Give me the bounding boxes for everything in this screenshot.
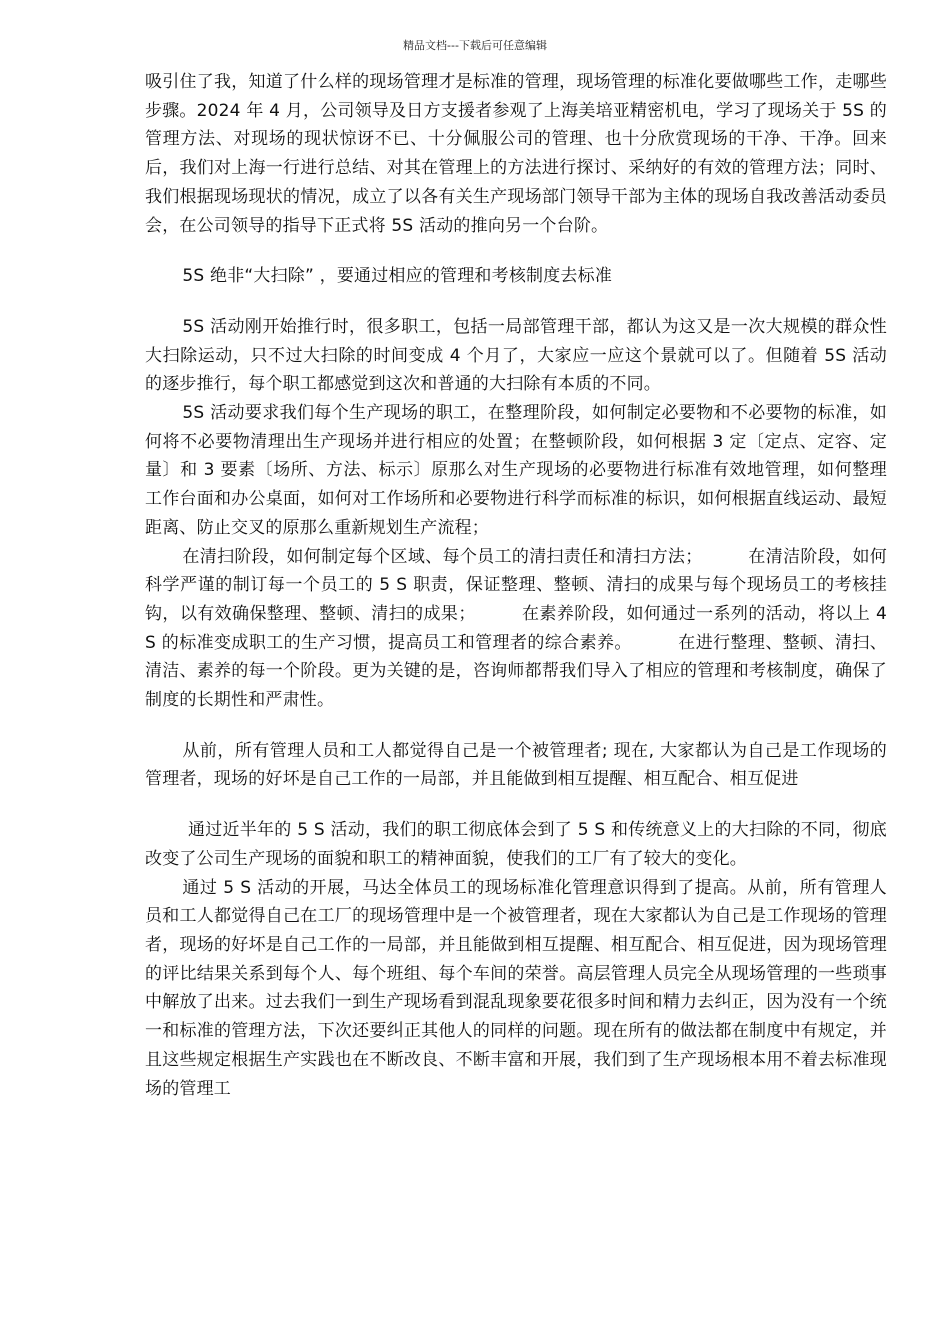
paragraph-5s-requirements: 5S 活动要求我们每个生产现场的职工，在整理阶段，如何制定必要物和不必要物的标准，如何将不必要物清理出生产现场并进行相应的处置；在整顿阶段，如何根据 3 定〔定点、定容、定量〕和 3 要素〔场所、方法、标示〕原那么对生产现场的必要物进行标准有效地管理，如何整理工作台面和办公桌面，如何对工作场所和必要物进行科学而标准的标识，如何根据直线运动、最短距离、防止交叉的原那么重新规划生产流程； [145,403,887,538]
document-body [145,68,893,1103]
section-heading: 5S 绝非“大扫除” ，要通过相应的管理和考核制度去标准 [182,266,613,287]
paragraph-intro: 吸引住了我，知道了什么样的现场管理才是标准的管理，现场管理的标准化要做哪些工作，走哪些步骤。2024 年 4 月，公司领导及日方支援者参观了上海美培亚精密机电，学习了现场关于 5S 的管理方法、对现场的现状惊讶不已、十分佩服公司的管理、也十分欣赏现场的干净、干净。回来后，我们对上海一行进行总结、对其在管理上的方法进行探讨、采纳好的有效的管理方法；同时、我们根据现场现状的情况，成立了以各有关生产现场部门领导干部为主体的现场自我改善活动委员会，在公司领导的指导下正式将 5S 活动的推向另一个台阶。 [145,72,887,236]
paragraph-half-year: 通过近半年的 5 S 活动，我们的职工彻底体会到了 5 S 和传统意义上的大扫除的不同，彻底改变了公司生产现场的面貌和职工的精神面貌，使我们的工厂有了较大的变化。 [145,820,887,869]
paragraph-before-after: 从前，所有管理人员和工人都觉得自己是一个被管理者; 现在, 大家都认为自己是工作现场的管理者，现场的好坏是自己工作的一局部，并且能做到相互提醒、相互配合、相互促进 [145,740,887,790]
paragraph-results: 通过 5 S 活动的开展，马达全体员工的现场标准化管理意识得到了提高。从前，所有管理人员和工人都觉得自己在工厂的现场管理中是一个被管理者，现在大家都认为自己是工作现场的管理者，现场的好坏是自己工作的一局部，并且能做到相互提醒、相互配合、相互促进，因为现场管理的评比结果关系到每个人、每个班组、每个车间的荣誉。高层管理人员完全从现场管理的一些琐事中解放了出来。过去我们一到生产现场看到混乱现象要花很多时间和精力去纠正，因为没有一个统一和标准的管理方法，下次还要纠正其他人的同样的问题。现在所有的做法都在制度中有规定，并且这些规定根据生产实践也在不断改良、不断丰富和开展，我们到了生产现场根本用不着去标准现场的管理工 [145,877,887,1099]
paragraph-5s-start: 5S 活动刚开始推行时，很多职工，包括一局部管理干部，都认为这又是一次大规模的群众性大扫除运动，只不过大扫除的时间变成 4 个月了，大家应一应这个景就可以了。但随着 5S 活动的逐步推行，每个职工都感觉到这次和普通的大扫除有本质的不同。 [145,316,887,395]
page-header: 精品文档---下载后可任意编辑 [403,39,547,52]
paragraph-stages: 在清扫阶段，如何制定每个区域、每个员工的清扫责任和清扫方法； 在清洁阶段，如何科学严谨的制订每一个员工的 5 S 职责，保证整理、整顿、清扫的成果与每个现场员工的考核挂钩，以有效确保整理、整顿、清扫的成果； 在素养阶段，如何通过一系列的活动，将以上 4 S 的标准变成职工的生产习惯，提高员工和管理者的综合素养。 在进行整理、整顿、清扫、清洁、素养的每一个阶段。更为关键的是，咨询师都帮我们导入了相应的管理和考核制度，确保了制度的长期性和严肃性。 [145,546,893,711]
